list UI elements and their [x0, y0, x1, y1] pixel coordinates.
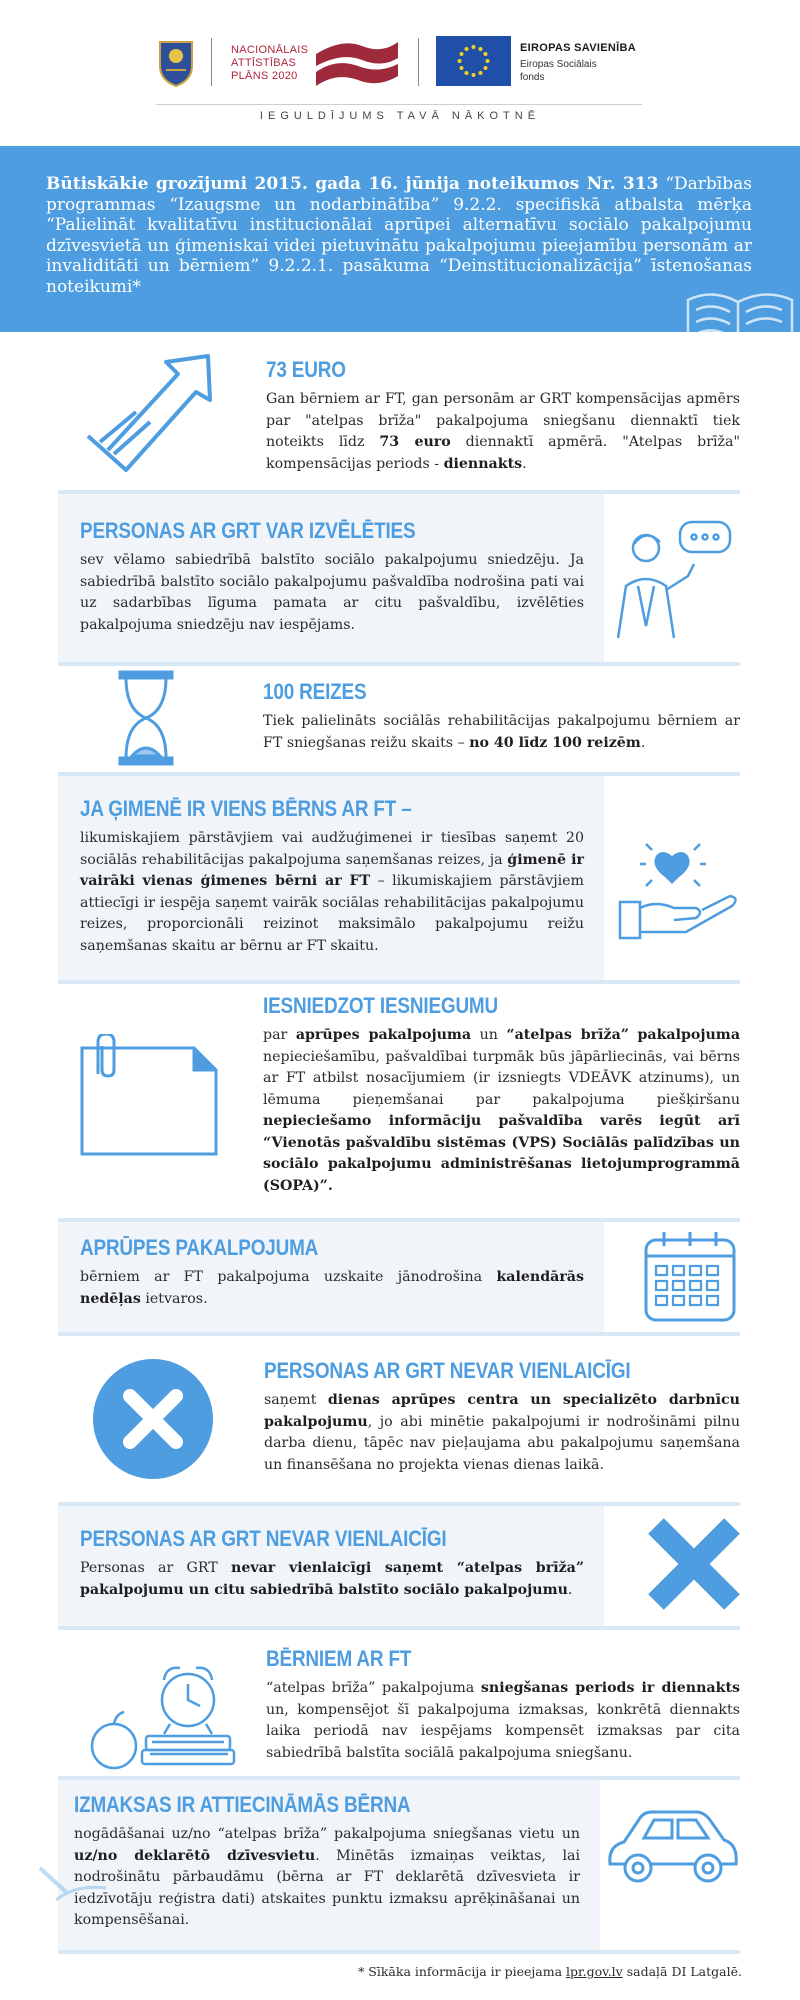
s3-text: Tiek palielināts sociālās rehabilitācijas pakalpojumu bērniem ar FT sniegšanas reižu skaits – no 40 līdz 100 reizēm.: [263, 713, 740, 751]
divider: [58, 1950, 740, 1954]
divider: [58, 1626, 740, 1630]
s10-title: IZMAKSAS IR ATTIECINĀMĀS BĒRNA: [74, 1792, 411, 1817]
footer-note: * Sīkāka informācija ir pieejama lpr.gov.lv sadaļā DI Latgalē.: [358, 1964, 742, 1979]
s1-title: 73 EURO: [266, 357, 346, 382]
s1-text: Gan bērniem ar FT, gan personām ar GRT kompensācijas apmērs par "atelpas brīža" pakalpojuma sniegšanu diennaktī tiek noteikts līdz 73 euro diennaktī apmērā. "Atelpas brīža" kompensācijas periods - diennakts.: [266, 391, 740, 472]
eu-subtitle: Eiropas Sociālais fonds: [520, 59, 597, 83]
nap-logo-text: NACIONĀLAIS ATTĪSTĪBAS PLĀNS 2020: [231, 44, 309, 82]
divider: [58, 662, 740, 666]
s7-title: PERSONAS AR GRT NEVAR VIENLAICĪGI: [264, 1358, 631, 1383]
paperclip-note-icon: [78, 1034, 220, 1158]
s9-title: BĒRNIEM AR FT: [266, 1646, 412, 1671]
separator: [211, 38, 212, 86]
latvia-coat-of-arms-icon: [156, 36, 196, 88]
car-icon: [604, 1806, 740, 1890]
s2-text: sev vēlamo sabiedrībā balstīto sociālo pakalpojumu sniedzēju. Ja sabiedrībā balstīto sociālo pakalpojumu pašvaldība nodrošina pati vai uz sadarbības līguma pamata ar citu pašvaldību, izvēlēties pakalpojuma sniedzēju nav iespējams.: [80, 552, 584, 633]
s2-title: PERSONAS AR GRT VAR IZVĒLĒTIES: [80, 518, 416, 543]
eu-title: EIROPAS SAVIENĪBA: [520, 42, 636, 54]
divider: [58, 1332, 740, 1336]
s6-title: APRŪPES PAKALPOJUMA: [80, 1235, 319, 1260]
s6-text: bērniem ar FT pakalpojuma uzskaite jānodrošina kalendārās nedēļas ietvaros.: [80, 1269, 584, 1307]
watermark-logo-icon: [36, 1862, 146, 1902]
s4-title: JA ĢIMENĒ IR VIENS BĒRNS AR FT –: [80, 796, 412, 821]
header-logos: [156, 34, 642, 94]
eu-flag-icon: [436, 36, 511, 86]
s7-text: saņemt dienas aprūpes centra un specializēto darbnīcu pakalpojumu, jo abi minētie pakalpojumi ir nodrošināmi pilnu darba dienu, tāpēc nav pieļaujama abu pakalpojumu saņemšana un finansēšana no projekta vienas dienas laikā.: [264, 1392, 740, 1473]
banner-title: Būtiskākie grozījumi 2015. gada 16. jūnija noteikumos Nr. 313 “Darbības programmas “Izaugsme un nodarbinātība” 9.2.2. specifiskā atbalsta mērķa “Palielināt kvalitatīvu institucionālai aprūpei alternatīvu sociālo pakalpojumu dzīvesvietā un ģimeniskai videi pietuvinātu pakalpojumu pieejamību personām ar invaliditāti un bērniem” 9.2.2.1. pasākuma “Deinstitucionalizācija” īstenošanas noteikumi*: [46, 174, 752, 297]
footer-link[interactable]: lpr.gov.lv: [566, 1964, 623, 1979]
calendar-icon: [642, 1228, 738, 1324]
s3-title: 100 REIZES: [263, 679, 367, 704]
s10-text: nogādāšanai uz/no “atelpas brīža” pakalpojuma sniegšanas vietu un uz/no deklarētō dzīvesvietu. Minētās izmaiņas veiktas, lai nodrošinātu pārbaudāmu (bērna ar FT deklarētā dzīvesvieta ir iedzīvotāju reģistra dati) atskaites punktu izmaksu aprēķināšanai un kompensēšanai.: [74, 1826, 580, 1928]
s8-title: PERSONAS AR GRT NEVAR VIENLAICĪGI: [80, 1526, 447, 1551]
clock-books-apple-icon: [86, 1654, 238, 1772]
latvia-flag-icon: [312, 36, 402, 92]
s9-text: “atelpas brīža” pakalpojuma sniegšanas periods ir diennakts un, kompensējot šī pakalpojuma izmaksas, konkrētā diennakts laika periodā nav iespējams kompensēt izmaksas par cita sabiedrībā balstīta sociālā pakalpojuma sniegšanu.: [266, 1680, 740, 1761]
s5-text: par aprūpes pakalpojuma un “atelpas brīža” pakalpojuma nepieciešamību, pašvaldībai turpmāk būs jāpārliecinās, vai bērns ar FT atbilst nosacījumiem (ir izsniegts VDEĀVK atzinums), un lēmuma pieņemšanai par pakalpojuma piešķiršanu nepieciešamo informāciju pašvaldība varēs iegūt arī “Vienotās pašvaldību sistēmas (VPS) Sociālās palīdzības un sociālo pakalpojumu administrēšanas lietojumprogrammā (SOPA)”.: [263, 1027, 741, 1194]
separator: [418, 38, 419, 86]
close-circle-icon: [92, 1358, 214, 1480]
divider: [58, 980, 740, 984]
s8-text: Personas ar GRT nevar vienlaicīgi saņemt “atelpas brīža” pakalpojumu un citu sabiedrībā balstīto sociālo pakalpojumu.: [80, 1560, 584, 1598]
arrow-up-icon: [78, 352, 218, 476]
s4-text: likumiskajiem pārstāvjiem vai audžuģimenei ir tiesības saņemt 20 sociālās rehabilitācijas pakalpojuma saņemšanas reizes, ja ģimenē ir vairāki vienas ģimenes bērni ar FT – likumiskajiem pārstāvjiem attiecīgi ir iespēja saņemt vairāk sociālas rehabilitācijas pakalpojumu reizes, proporcionāli reizinot maksimālo pakalpojumu reižu saņemšanas skaitu ar bērnu ar FT skaitu.: [80, 830, 585, 954]
slogan: IEGULDĪJUMS TAVĀ NĀKOTNĒ: [259, 110, 541, 122]
hand-heart-icon: [616, 828, 744, 942]
s5-title: IESNIEDZOT IESNIEGUMU: [263, 993, 499, 1018]
header-divider: [156, 104, 642, 105]
person-speech-icon: [608, 516, 734, 644]
close-x-icon: [646, 1516, 742, 1612]
book-magnifier-icon: [682, 280, 800, 332]
title-banner: [0, 146, 800, 332]
hourglass-icon: [116, 670, 176, 766]
